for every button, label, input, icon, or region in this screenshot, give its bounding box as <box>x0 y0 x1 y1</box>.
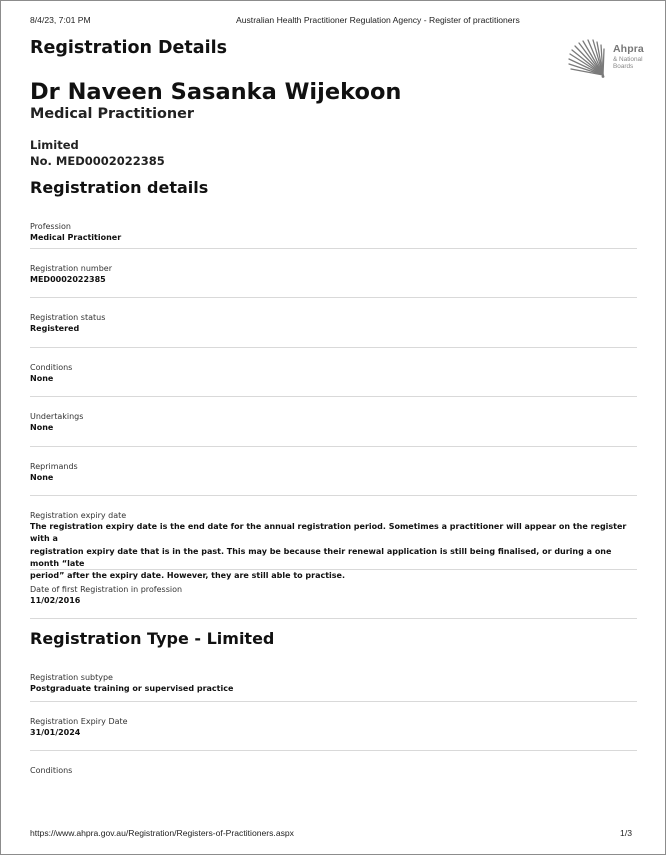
field-value-line: period” after the expiry date. However, they are still able to practise. <box>30 571 346 581</box>
field-value: Registered <box>30 324 80 333</box>
field-value: 11/02/2016 <box>30 596 81 605</box>
field-label: Profession <box>30 222 71 231</box>
registration-details-heading: Registration details <box>30 178 209 197</box>
field-label: Conditions <box>30 363 73 372</box>
field-registration-number <box>30 249 637 298</box>
registration-type-heading: Registration Type - Limited <box>30 629 275 648</box>
field-value: None <box>30 374 54 383</box>
field-profession <box>30 200 637 249</box>
field-undertakings <box>30 397 637 447</box>
field-label: Reprimands <box>30 462 78 471</box>
field-value: Postgraduate training or supervised practice <box>30 684 234 693</box>
print-footer-url: https://www.ahpra.gov.au/Registration/Registers-of-Practitioners.aspx <box>30 828 294 838</box>
registration-details-list <box>30 200 637 619</box>
field-label: Registration subtype <box>30 673 113 682</box>
field-value: MED0002022385 <box>30 275 106 284</box>
field-value: Medical Practitioner <box>30 233 122 242</box>
logo-subtitle-line1: & National <box>613 56 643 63</box>
field-value: None <box>30 423 54 432</box>
field-registration-subtype <box>30 651 637 702</box>
logo-name: Ahpra <box>613 43 644 55</box>
field-reprimands <box>30 447 637 496</box>
registration-type: Limited <box>30 138 79 152</box>
print-header-title: Australian Health Practitioner Regulation Agency - Register of practitioners <box>236 15 520 25</box>
field-label: Registration Expiry Date <box>30 717 128 726</box>
field-label: Registration status <box>30 313 106 322</box>
print-page-number: 1/3 <box>620 828 632 838</box>
logo-subtitle-line2: Boards <box>613 63 634 70</box>
field-value: 31/01/2024 <box>30 728 81 737</box>
field-registration-status <box>30 298 637 348</box>
field-label: Registration expiry date <box>30 511 127 520</box>
field-type-expiry-date <box>30 702 637 751</box>
practitioner-name: Dr Naveen Sasanka Wijekoon <box>30 79 402 105</box>
field-value: None <box>30 473 54 482</box>
registration-number-line: No. MED0002022385 <box>30 154 165 168</box>
main-content <box>30 37 637 776</box>
field-label: Conditions <box>30 766 73 775</box>
field-label: Registration number <box>30 264 113 273</box>
field-label: Undertakings <box>30 412 84 421</box>
field-conditions <box>30 348 637 397</box>
registration-type-list <box>30 651 637 776</box>
practitioner-profession: Medical Practitioner <box>30 106 194 122</box>
field-value-line: registration expiry date that is in the past. This may be because their renewal application is still being finalised, or during a one month “late <box>30 546 612 568</box>
field-value-line: The registration expiry date is the end date for the annual registration period. Sometimes a practitioner will appear on the register with a <box>30 522 627 544</box>
field-label: Date of first Registration in profession <box>30 585 183 594</box>
field-type-conditions <box>30 751 637 776</box>
field-registration-expiry-date <box>30 496 637 581</box>
print-datetime: 8/4/23, 7:01 PM <box>30 15 91 25</box>
page-heading: Registration Details <box>30 38 228 58</box>
